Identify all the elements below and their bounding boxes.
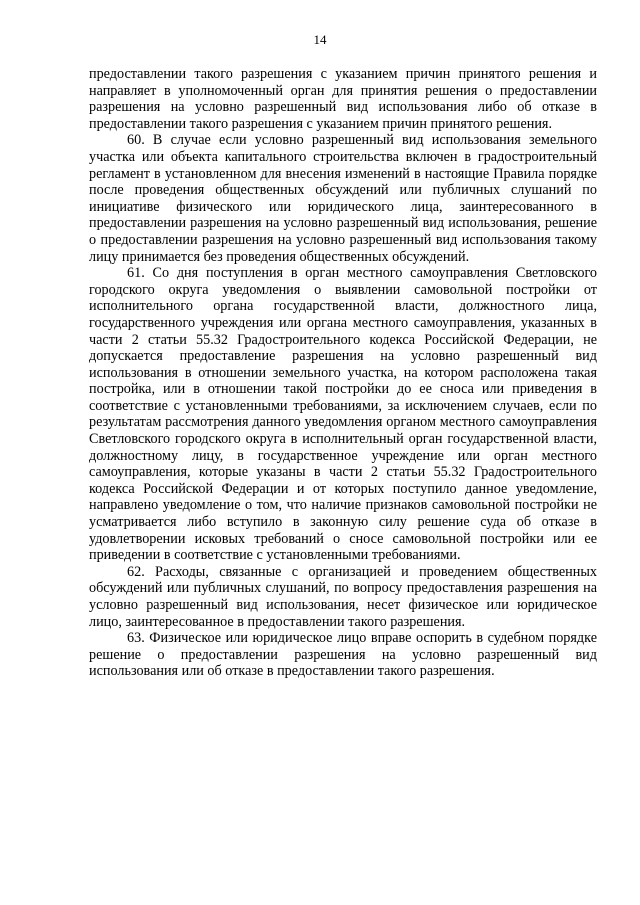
paragraph-63: 63. Физическое или юридическое лицо вправе оспорить в судебном порядке решение о предоставлении разрешения на условно разрешенный вид использования или об отказе в предоставлении такого разрешения. (89, 630, 597, 680)
page-number: 14 (313, 32, 327, 47)
paragraph-60: 60. В случае если условно разрешенный вид использования земельного участка или объекта капитального строительства включен в градостроительный регламент в установленном для внесения изменений в настоящие Правила порядке после проведения общественных обсуждений или публичных слушаний по инициативе физического или юридического лица, заинтересованного в предоставлении разрешения на условно разрешенный вид использования, решение о предоставлении разрешения на условно разрешенный вид использования такому лицу принимается без проведения общественных обсуждений. (89, 132, 597, 265)
document-body (89, 66, 597, 680)
paragraph-61: 61. Со дня поступления в орган местного самоуправления Светловского городского округа уведомления о выявлении самовольной постройки от исполнительного органа государственной власти, должностного лица, государственного учреждения или органа местного самоуправления, указанных в части 2 статьи 55.32 Градостроительного кодекса Российской Федерации, не допускается предоставление разрешения на условно разрешенный вид использования в отношении земельного участка, на котором расположена такая постройка, или в отношении такой постройки до ее сноса или приведения в соответствие с установленными требованиями, за исключением случаев, если по результатам рассмотрения данного уведомления органом местного самоуправления Светловского городского округа в исполнительный орган государственной власти, должностному лицу, в государственное учреждение или орган местного самоуправления, которые указаны в части 2 статьи 55.32 Градостроительного кодекса Российской Федерации и от которых поступило данное уведомление, направлено уведомление о том, что наличие признаков самовольной постройки не усматривается либо вступило в законную силу решение суда об отказе в удовлетворении исковых требований о сносе самовольной постройки или ее приведении в соответствие с установленными требованиями. (89, 265, 597, 564)
paragraph-62: 62. Расходы, связанные с организацией и проведением общественных обсуждений или публичных слушаний, по вопросу предоставления разрешения на условно разрешенный вид использования, несет физическое или юридическое лицо, заинтересованное в предоставлении такого разрешения. (89, 563, 597, 630)
paragraph-continuation: предоставлении такого разрешения с указанием причин принятого решения и направляет в уполномоченный орган для принятия решения о предоставлении разрешения на условно разрешенный вид использования либо об отказе в предоставлении такого разрешения с указанием причин принятого решения. (89, 66, 597, 132)
